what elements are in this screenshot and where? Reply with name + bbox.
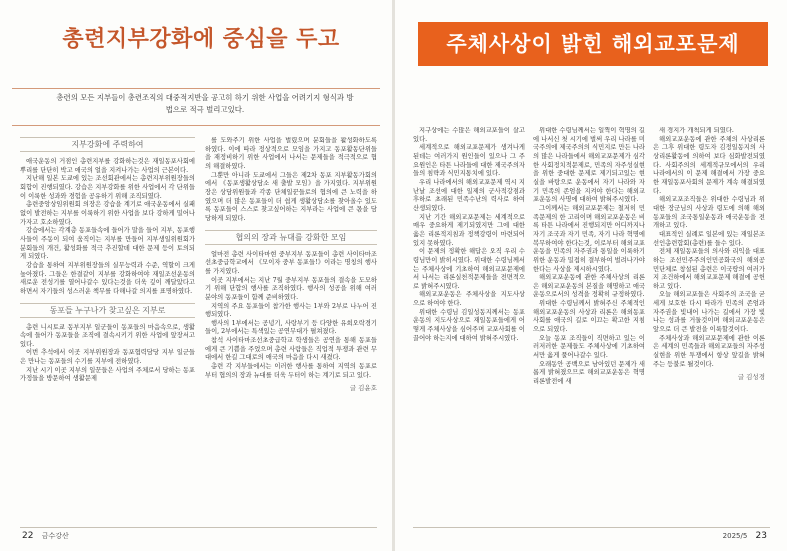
paragraph: 애국운동의 거점인 총련지부를 강화하는것은 재일동포사회에 뿌리를 단단히 박고 애국의 얼을 지켜나가는 사업의 근본이다.: [20, 158, 195, 174]
subheading-1: 지부강화에 주력하여: [20, 137, 195, 152]
paragraph: 오래동안 공백으로 남아있던 문제가 새롭게 밝혀졌으므로 해외교포운동은 혁명리론발전에 새: [533, 360, 645, 386]
paragraph: 그뿐만 아니라 도쿄에서 그들은 제2차 동포 지부활동가회의에서 《동포생활상담소 새 출발 모임》을 가지였다. 지부위원장은 상담위원들과 각종 단체일꾼들로의 협의에 큰 노력을 하였으며 더 많은 동포들이 더 쉽게 생활상담소를 찾아올수 있도록 동포들이 스스로 찾고싶어하는 지부라는 사업에 큰 몫을 담당하게 되였다.: [205, 171, 377, 222]
left-page: [0, 0, 392, 551]
paragraph: 행사의 1부에서는 공녕기, 사랑부기 등 다양한 유희오락경기들이, 2부에서는 특색있는 공연무대가 펼쳐졌다.: [205, 319, 377, 336]
paragraph: 그이께서는 해외교포문제는 철저히 민족문제의 한 고리이며 해외교포운동은 비록 타튼 나라에서 진행되지만 어디까지나 자기 조국과 자기 민족, 자기 나라 혁명에 복무하여야 한다는것, 이로부터 해외교포운동을 민족의 자주권과 통일을 이룩하기 위한 운동과 밀접히 결부하여 벌려나가야 한다는 사상을 제시하시였다.: [533, 204, 645, 273]
subheading-3: 협의의 장과 뉴대를 강화한 모임: [205, 230, 377, 245]
paragraph: 를 도와주기 위한 사업을 벌렸으며 분회들을 활성화하도록 하였다. 이에 따라 정상적으로 모임을 가지고 동포활동단위들을 재정비하기 위한 사업에서 나서는 문제들을 적극적으로 협의 해결하였다.: [205, 137, 377, 170]
paragraph: 지난 시기 이곳 지부의 일꾼들은 사업의 주체로서 당하는 동포가정들을 방문하여 생활문제: [20, 366, 195, 383]
paragraph: 위대한 수령님 김일성동지께서는 동포운동의 지도사상으로 재일동포들에게 어떻게 주체사상을 심어주며 교포사회를 이끌어야 하는지에 대하여 밝혀주시였다.: [413, 308, 525, 342]
page-number: 23: [755, 531, 767, 541]
magazine-name: 금수강산: [41, 532, 69, 540]
paragraph-group: [20, 158, 195, 297]
paragraph: 총련 각 지부들에서는 이러한 행사를 통하여 지역의 동포로부터 협의의 장과 뉴대를 더욱 두터이 하는 계기로 되고 있다.: [205, 363, 377, 379]
paragraph: 지역의 주요 동포들이 참가한 행사는 1부와 2부로 나누어 진행되였다.: [205, 302, 377, 319]
right-column-3: [653, 127, 765, 523]
paragraph: 주체사상과 해외교포문제에 관한 이론은 세계의 민족들과 해외교포들의 자주성실현을 위한 투쟁에서 항상 앞길을 밝혀주는 등불로 될것이다.: [653, 334, 765, 368]
left-article-title: 총련지부강화에 중심을 두고: [62, 27, 340, 52]
paragraph: 이번 추석에서 이곳 지부위원장과 동포협력담당 지부 일군들은 만나는 동포들의 수기를 지부에 전하였다.: [20, 349, 195, 366]
paragraph-group: [205, 251, 377, 381]
footer-rule: [413, 527, 770, 528]
paragraph: 우리 나라에서의 해외교포문제 역시 지난날 조선에 대한 일제의 군사적강점과 후하로 초래된 민족수난의 력사로 하여 산생되였다.: [413, 178, 525, 212]
paragraph: 해외교포운동은 주체사상을 지도사상으로 하여야 한다.: [413, 291, 525, 308]
right-column-1: [413, 127, 525, 523]
left-column-2: [205, 137, 377, 523]
paragraph: 위대한 수령님께서 밝혀주신 주체적인 해외교포운동의 사상과 리론은 해외동포사회를 애국의 길로 이끄는 확고한 지침으로 되였다.: [533, 300, 645, 334]
paragraph: 총련중앙상임위원회 의장은 강습을 계기로 애국운동에서 실패없이 발전하는 지부를 이룩하기 위한 사업을 보다 강하게 밀어나가자고 호소하였다.: [20, 201, 195, 226]
paragraph: 오늘 동포 조직들이 직면하고 있는 이러저러한 문제들도 주체사상에 기초하여서만 옳게 풀어나갈수 있다.: [533, 334, 645, 360]
author-signature: 글 김성경: [737, 373, 765, 382]
paragraph: 총련 니시토쿄 동부지부 일군들이 동포들의 마음속으로, 생활속에 들어가 동포들을 조직에 결속시키기 위한 사업에 앞장서고 있다.: [20, 323, 195, 348]
paragraph: 새 경지가 개척되게 되였다.: [659, 127, 734, 134]
right-footer: [723, 531, 767, 541]
right-column-2: [533, 127, 645, 523]
paragraph: 참석 사이타마조선초중급학교 학생들은 공연을 통해 동포들에게 큰 기쁨을 주었으며 총련 사람들은 직업적 투쟁과 관련 무대에서 한길 그대로의 애국의 마음을 다시 새겼다.: [205, 337, 377, 362]
subheading-2: 동포들 누구나가 찾고싶은 지부로: [20, 303, 195, 318]
paragraph: 오늘 해외교포들은 사회주의 조국을 굳세게 보호한 다시 따라가 민족의 존엄과 자주권을 빛내어 나가는 길에서 가장 빛나는 성과를 거둘것이며 해외교포운동은 앞으로 더 큰 발전을 이룩할것이다.: [653, 291, 765, 334]
paragraph: 이곳 지부에서는 지난 7월 중부지부 동포들의 결속을 도모하기 위해 단합의 행사를 조직하였다. 행사의 성공을 위해 여러 분야의 동포들이 함께 준비하였다.: [205, 276, 377, 301]
issue-date: 2025/5: [722, 532, 748, 540]
paragraph-group: [653, 127, 765, 369]
paragraph-group: [20, 324, 195, 385]
paragraph: 강습을 통하여 지부위원장들의 실무능력과 수준, 역할이 크게 높아졌다. 그들은 한결같이 지부를 강화하여야 재일조선운동의 새로운 전성기를 열어나갈수 있다는것을 더욱 깊이 깨달았다고 하면서 자기들의 성스러운 책무를 다해나갈 의지를 표명하였다.: [20, 261, 195, 295]
lead-text: 총련의 모든 지부들이 총련조직의 대중적지반을 공고히 하기 위한 사업을 어려기지 형식과 방법으로 적극 벌리고있다.: [56, 93, 354, 114]
paragraph: 이 문제의 정확한 해답은 오직 우리 수령님만이 밝히시였다. 위대한 수령님께서는 주체사상에 기초하여 해외교포문제에서 나서는 리론실천적문제들을 전면적으로 밝혀주시였다.: [413, 248, 525, 290]
left-footer: [22, 531, 69, 541]
paragraph: 대표적인 실례로 일본에 있는 재일본조선인총련합회(총련)를 들수 있다.: [653, 230, 765, 247]
paragraph: 지구상에는 수많은 해외교포들이 살고있다.: [413, 127, 525, 143]
page-number: 22: [22, 531, 34, 541]
paragraph: 해외교포운동에 관한 주체의 사상리론은 그후 위대한 령도자 김정일동지의 사상리론활동에 의하여 보다 심화발전되였다. 사회주의의 세계적규모에서의 우리 나라에서의 이 문제 해결에서 가장 중요한 재일동포사회의 문제가 계속 해결되였다.: [653, 135, 765, 195]
paragraph: 전체 재일동포들의 의사와 리익을 대표하는 조선민주주의인민공화국의 해외공민단체로 창설된 총련은 이국땅의 여러가지 조건하에서 해외교포문제 해결에 공헌하고 있다.: [653, 248, 765, 290]
paragraph: 위대한 수령님께서는 일찍이 혁명의 길에 나서신 첫 시기에 벌써 우리 나라를 미국주의에 제국주의의 식민지로 만든 나라의 많은 나라들에서 해외교포문제가 심각한 사회정치적문제로, 민족의 자주성실현을 위한 중대한 문제로 제기되고있는 현실을 바탕으로 운동에서 자기 나라와 자기 민족의 존엄을 지켜야 한다는 해외교포운동의 사명에 대하여 밝혀주시였다.: [533, 127, 645, 204]
paragraph: 지난 기간 해외교포문제는 세계적으로 매우 중요하게 제기되였지만 그에 대한 옳은 리론적지침과 정책강령이 마련되어 있지 못하였다.: [413, 213, 525, 247]
paragraph: 지난해 일본 도쿄에 있는 조선회관에서는 총련지부위원장들의 회합이 진행되였다. 강습은 지부강화를 위한 사업에서 각 단위들이 이룩한 성과와 경험을 공유하기 위해 조직되였다.: [20, 175, 195, 200]
paragraph: 해외교포조직들은 위대한 수령님과 위대한 장군님의 사상과 령도에 의해 해외동포들의 조국통일운동과 애국운동을 전개하고 있다.: [653, 196, 765, 230]
footer-rule: [20, 527, 377, 528]
author-signature: 글 김윤호: [349, 384, 377, 393]
paragraph: 얼마전 총련 사이타마현 중부지부 동포들이 총련 사이타마조선초중급학교에서 《모이자 중부 동포들!》이라는 명칭의 행사를 가지였다.: [205, 250, 377, 275]
paragraph: 세계적으로 해외교포문제가 생겨나게 된데는 여러가지 원인들이 있으나 그 주요원인은 타튼 나라들에 대한 제국주의자들의 침략과 식민지통치에 있다.: [413, 144, 525, 178]
paragraph-group: [533, 127, 645, 387]
right-page: [395, 0, 787, 551]
paragraph: 해외교포운동에 관한 주체사상의 리론은 해외교포운동의 본질을 해명하고 애국운동으로서의 성격을 정확히 규정하였다.: [533, 274, 645, 299]
left-column-1: [20, 137, 195, 523]
right-article-title-banner: 주체사상이 밝힌 해외교포문제: [418, 22, 768, 66]
paragraph-group: [205, 137, 377, 224]
paragraph: 강습에서는 각계층 동포들속에 들어가 말을 들어 지부, 동포행사들이 주동이 되여 움직이는 지부를 만들어 지부생일위원회가 분회들의 개건, 활성화를 적극 추진할데 대한 문제 등이 토의되게 되였다.: [20, 227, 195, 261]
paragraph-group: [413, 127, 525, 343]
